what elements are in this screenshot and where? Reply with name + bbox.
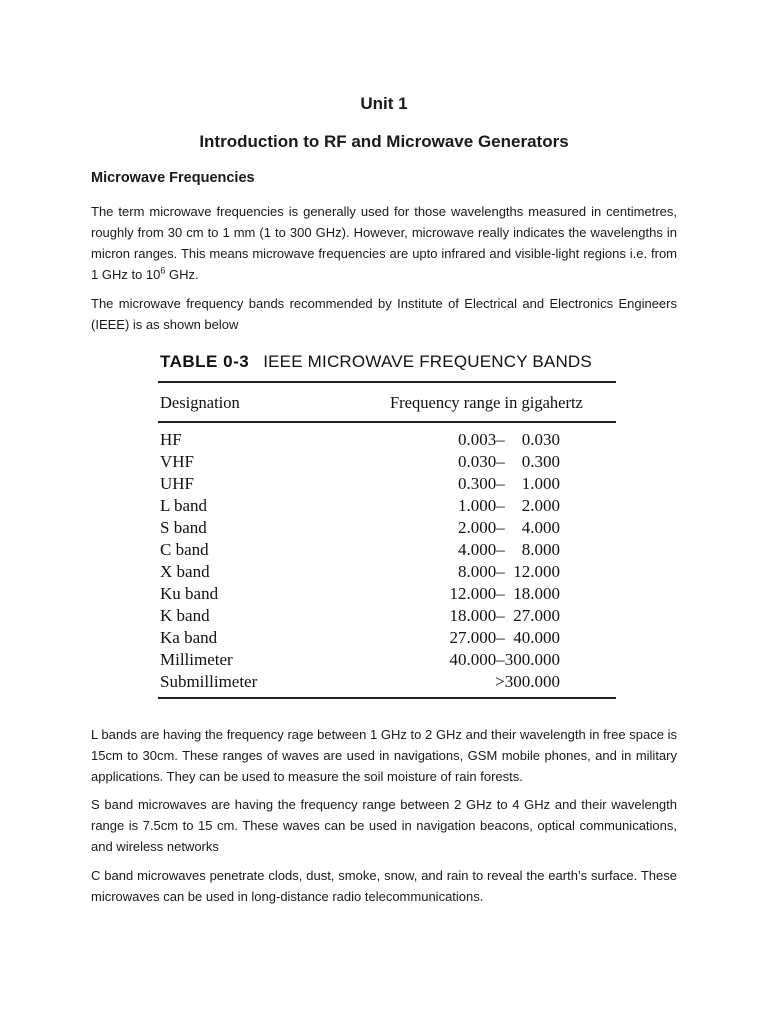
table-row bbox=[158, 562, 616, 584]
table-row bbox=[158, 672, 616, 694]
table-row bbox=[158, 606, 616, 628]
table-row bbox=[158, 474, 616, 496]
section-heading: Microwave Frequencies bbox=[91, 170, 255, 186]
band-designation: Ku band bbox=[160, 584, 219, 603]
band-designation: S band bbox=[160, 518, 207, 537]
unit-title: Unit 1 bbox=[360, 94, 408, 113]
band-frequency-range: >300.000 bbox=[495, 672, 560, 691]
table-row bbox=[158, 540, 616, 562]
band-designation: Submillimeter bbox=[160, 672, 258, 691]
paragraph-intro-text: The term microwave frequencies is generally used for those wavelengths measured in centimetres, roughly from 30 cm to 1 mm (1 to 300 GHz). However, microwave really indicates the wavelengths in micron ranges. This means microwave frequencies are upto infrared and visible-light regions i.e. from 1 GHz to 10 bbox=[91, 204, 677, 282]
table-row bbox=[158, 628, 616, 650]
table-body bbox=[158, 430, 616, 694]
band-designation: Ka band bbox=[160, 628, 218, 647]
band-designation: VHF bbox=[160, 452, 195, 471]
band-frequency-range: 1.000– 2.000 bbox=[458, 496, 560, 515]
table-row bbox=[158, 452, 616, 474]
table-row bbox=[158, 650, 616, 672]
paragraph-intro bbox=[91, 201, 677, 285]
column-header-designation: Designation bbox=[160, 393, 240, 412]
table-row bbox=[158, 518, 616, 540]
frequency-band-table bbox=[158, 352, 618, 704]
band-frequency-range: 4.000– 8.000 bbox=[458, 540, 560, 559]
table-row bbox=[158, 430, 616, 452]
table-title: IEEE MICROWAVE FREQUENCY BANDS bbox=[263, 352, 592, 371]
paragraph-ieee-bands: The microwave frequency bands recommended by Institute of Electrical and Electronics Engineers (IEEE) is as shown below bbox=[91, 296, 677, 332]
band-frequency-range: 27.000– 40.000 bbox=[449, 628, 560, 647]
band-frequency-range: 0.003– 0.030 bbox=[458, 430, 560, 449]
paragraph-c-band: C band microwaves penetrate clods, dust, smoke, snow, and rain to reveal the earth’s surface. These microwaves can be used in long-distance radio telecommunications. bbox=[91, 868, 677, 904]
band-designation: HF bbox=[160, 430, 182, 449]
band-frequency-range: 8.000– 12.000 bbox=[458, 562, 560, 581]
band-frequency-range: 12.000– 18.000 bbox=[449, 584, 560, 603]
band-designation: UHF bbox=[160, 474, 195, 493]
band-frequency-range: 2.000– 4.000 bbox=[458, 518, 560, 537]
table-header-rule bbox=[158, 421, 616, 423]
band-designation: L band bbox=[160, 496, 208, 515]
band-designation: Millimeter bbox=[160, 650, 233, 669]
table-number: TABLE 0-3 bbox=[160, 352, 250, 371]
band-frequency-range: 40.000–300.000 bbox=[449, 650, 560, 669]
band-designation: C band bbox=[160, 540, 209, 559]
band-designation: K band bbox=[160, 606, 210, 625]
band-frequency-range: 18.000– 27.000 bbox=[449, 606, 560, 625]
table-row bbox=[158, 584, 616, 606]
table-bottom-rule bbox=[158, 697, 616, 699]
paragraph-l-band: L bands are having the frequency rage between 1 GHz to 2 GHz and their wavelength in free space is 15cm to 30cm. These ranges of waves are used in navigations, GSM mobile phones, and in military applications. They can be used to measure the soil moisture of rain forests. bbox=[91, 727, 677, 784]
table-caption bbox=[160, 352, 592, 372]
paragraph-s-band: S band microwaves are having the frequency range between 2 GHz to 4 GHz and their wavelength range is 7.5cm to 15 cm. These waves can be used in navigation beacons, optical communications, and wireless networks bbox=[91, 797, 677, 854]
table-row bbox=[158, 496, 616, 518]
paragraph-intro-tail: GHz. bbox=[165, 267, 199, 282]
page-title: Introduction to RF and Microwave Generators bbox=[199, 132, 569, 151]
band-frequency-range: 0.030– 0.300 bbox=[458, 452, 560, 471]
column-header-frequency: Frequency range in gigahertz bbox=[390, 393, 583, 412]
table-top-rule bbox=[158, 381, 616, 383]
superscript-exponent: 6 bbox=[160, 265, 166, 276]
band-designation: X band bbox=[160, 562, 210, 581]
band-frequency-range: 0.300– 1.000 bbox=[458, 474, 560, 493]
